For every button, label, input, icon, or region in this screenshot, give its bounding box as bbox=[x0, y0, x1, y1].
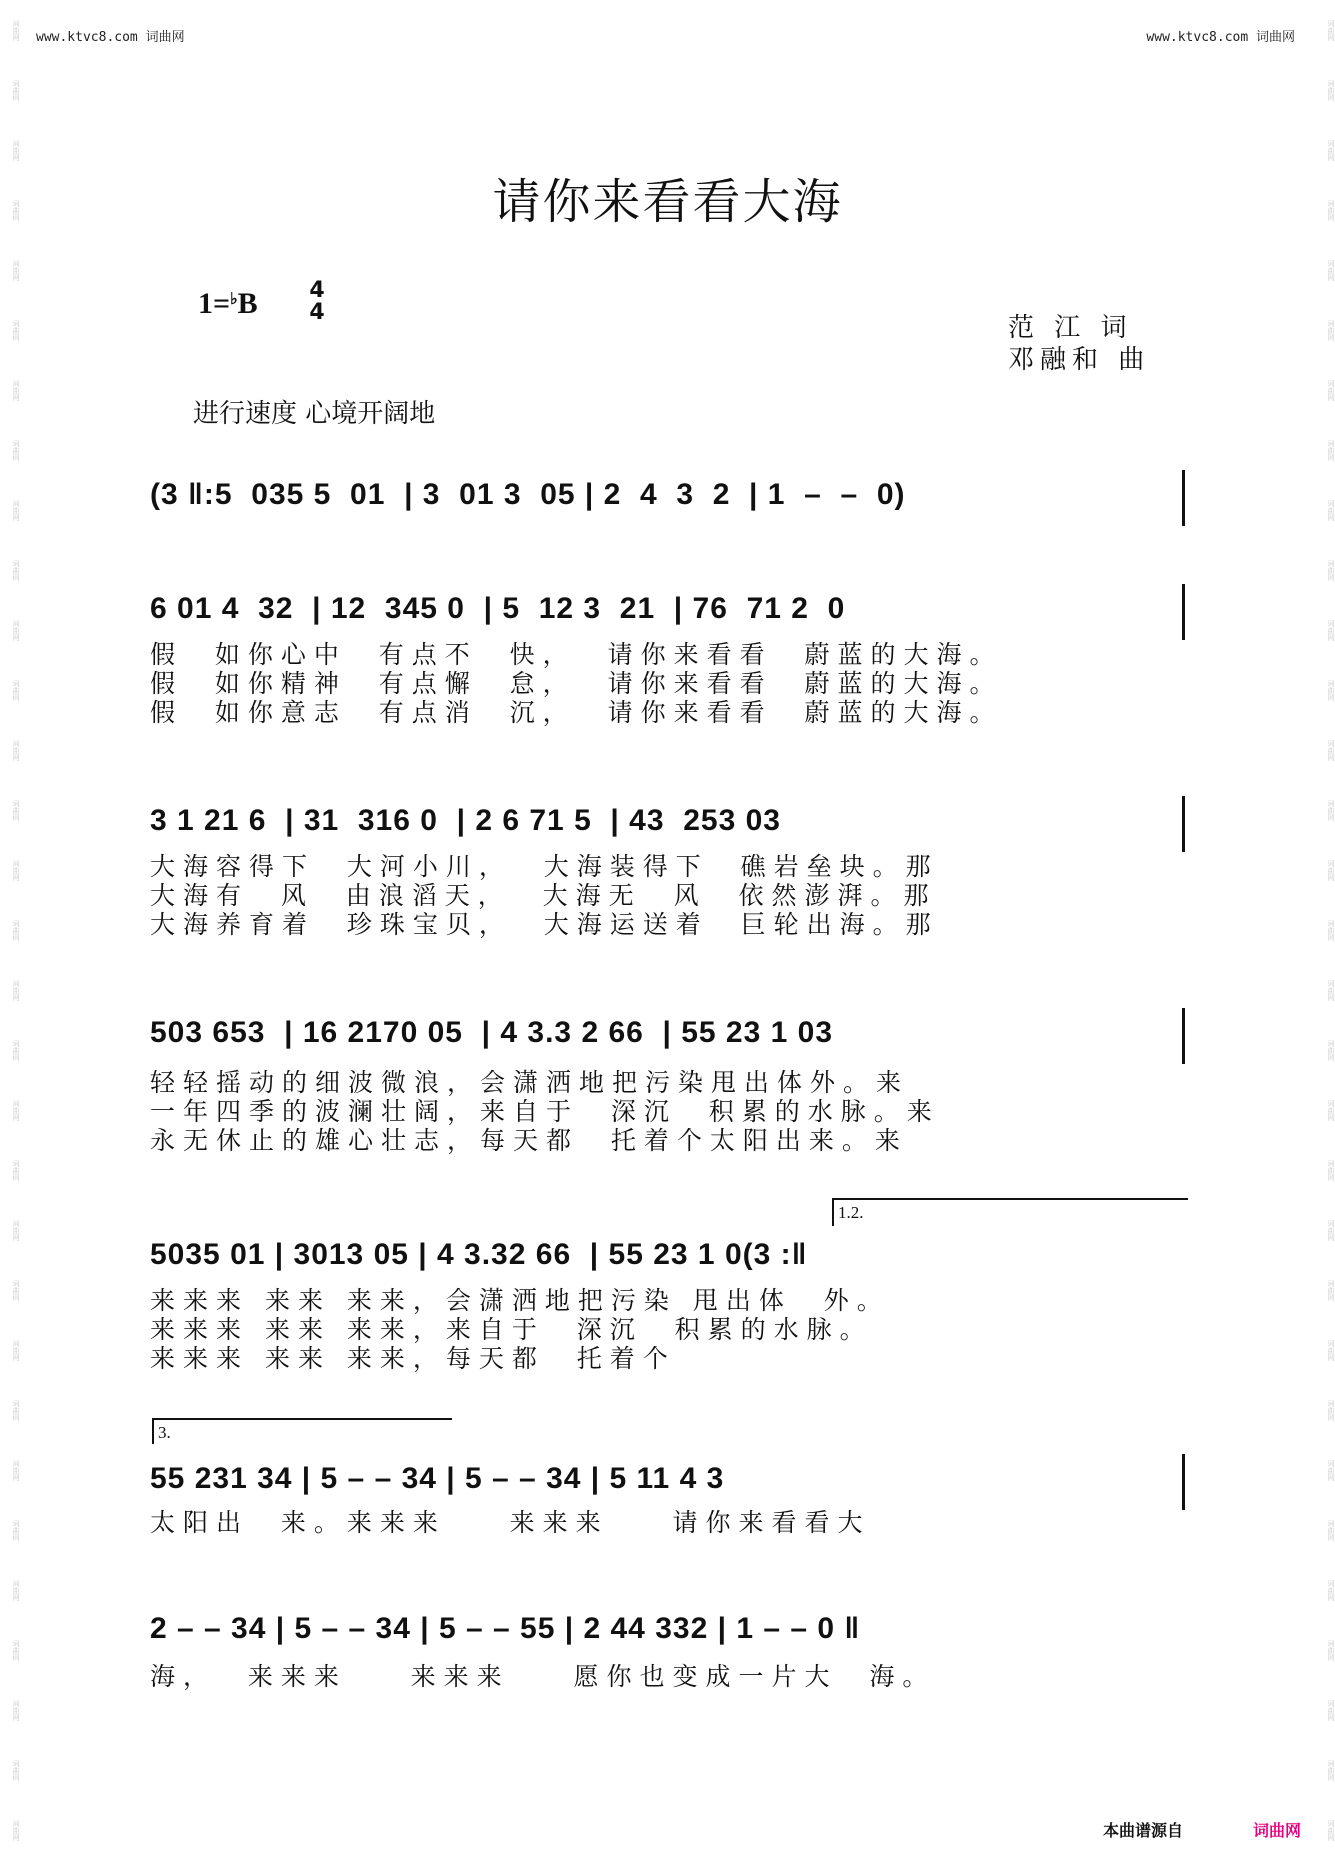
watermark-mark: 词曲网 bbox=[12, 1699, 20, 1721]
watermark-mark: 词曲网 bbox=[1327, 1219, 1335, 1241]
watermark-mark: 词曲网 bbox=[12, 1399, 20, 1421]
watermark-mark: 词曲网 bbox=[1327, 1519, 1335, 1541]
notation-line: 6 01 4 32 | 12 345 0 | 5 12 3 21 | 76 71 2 0 bbox=[150, 592, 864, 625]
watermark-strip-right bbox=[1315, 0, 1335, 1863]
lyric-verse-1: 轻轻摇动的细波微浪，会潇洒地把污染甩出体外。来 bbox=[150, 1068, 910, 1097]
watermark-mark: 词曲网 bbox=[1327, 379, 1335, 401]
watermark-mark: 词曲网 bbox=[1327, 19, 1335, 41]
watermark-mark: 词曲网 bbox=[12, 379, 20, 401]
watermark-mark: 词曲网 bbox=[12, 1219, 20, 1241]
lyric-verse-2: 大海有 风 由浪滔天， 大海无 风 依然澎湃。那 bbox=[150, 881, 937, 910]
watermark-mark: 词曲网 bbox=[12, 1819, 20, 1841]
barline bbox=[1182, 584, 1185, 640]
watermark-mark: 词曲网 bbox=[1327, 859, 1335, 881]
watermark-mark: 词曲网 bbox=[12, 1159, 20, 1181]
watermark-mark: 词曲网 bbox=[1327, 1579, 1335, 1601]
notation-line: 55 231 34 | 5 – – 34 | 5 – – 34 | 5 11 4 3 bbox=[150, 1462, 743, 1495]
time-signature-top: 4 bbox=[309, 278, 325, 303]
watermark-mark: 词曲网 bbox=[1327, 1699, 1335, 1721]
lyric-verse-3: 永无休止的雄心壮志，每天都 托着个太阳出来。来 bbox=[150, 1126, 908, 1155]
time-signature bbox=[306, 280, 328, 324]
watermark-mark: 词曲网 bbox=[1327, 319, 1335, 341]
watermark-mark: 词曲网 bbox=[12, 799, 20, 821]
watermark-mark: 词曲网 bbox=[12, 1339, 20, 1361]
lyric-line: 太阳出 来。来来来 来来来 请你来看看大 bbox=[150, 1508, 871, 1537]
barline bbox=[1182, 470, 1185, 526]
watermark-mark: 词曲网 bbox=[12, 499, 20, 521]
watermark-mark: 词曲网 bbox=[12, 1039, 20, 1061]
tempo-marking: 进行速度 心境开阔地 bbox=[193, 399, 436, 429]
flat-symbol: ♭ bbox=[230, 291, 238, 308]
watermark-mark: 词曲网 bbox=[1327, 1459, 1335, 1481]
time-signature-bottom: 4 bbox=[309, 300, 325, 325]
watermark-mark: 词曲网 bbox=[12, 619, 20, 641]
watermark-mark: 词曲网 bbox=[1327, 739, 1335, 761]
watermark-mark: 词曲网 bbox=[12, 19, 20, 41]
watermark-mark: 词曲网 bbox=[12, 1579, 20, 1601]
watermark-mark: 词曲网 bbox=[1327, 79, 1335, 101]
lyric-verse-2: 假 如你精神 有点懈 怠， 请你来看看 蔚蓝的大海。 bbox=[150, 669, 1003, 698]
watermark-mark: 词曲网 bbox=[1327, 1339, 1335, 1361]
watermark-mark: 词曲网 bbox=[12, 319, 20, 341]
watermark-mark: 词曲网 bbox=[12, 1099, 20, 1121]
lyric-line: 海， 来来来 来来来 愿你也变成一片大 海。 bbox=[150, 1662, 936, 1691]
watermark-mark: 词曲网 bbox=[12, 559, 20, 581]
watermark-mark: 词曲网 bbox=[12, 199, 20, 221]
volta-bracket-3: 3. bbox=[152, 1418, 452, 1444]
notation-line: 2 – – 34 | 5 – – 34 | 5 – – 55 | 2 44 332 | 1 – – 0 ‖ bbox=[150, 1612, 861, 1645]
lyric-verse-3: 假 如你意志 有点消 沉， 请你来看看 蔚蓝的大海。 bbox=[150, 698, 1003, 727]
watermark-mark: 词曲网 bbox=[1327, 1279, 1335, 1301]
watermark-mark: 词曲网 bbox=[1327, 439, 1335, 461]
watermark-mark: 词曲网 bbox=[1327, 979, 1335, 1001]
watermark-mark: 词曲网 bbox=[1327, 499, 1335, 521]
key-prefix: 1= bbox=[198, 287, 231, 320]
watermark-mark: 词曲网 bbox=[1327, 1099, 1335, 1121]
site-header-left: www.ktvc8.com 词曲网 bbox=[36, 30, 185, 45]
watermark-mark: 词曲网 bbox=[12, 859, 20, 881]
notation-line: (3 ‖:5 035 5 01 | 3 01 3 05 | 2 4 3 2 | 1 – – 0) bbox=[150, 478, 925, 511]
watermark-mark: 词曲网 bbox=[1327, 1819, 1335, 1841]
composer: 邓融和 曲 bbox=[1008, 345, 1151, 375]
barline bbox=[1182, 796, 1185, 852]
watermark-mark: 词曲网 bbox=[12, 1639, 20, 1661]
watermark-mark: 词曲网 bbox=[1327, 1039, 1335, 1061]
lyric-verse-2: 一年四季的波澜壮阔，来自于 深沉 积累的水脉。来 bbox=[150, 1097, 940, 1126]
watermark-mark: 词曲网 bbox=[1327, 559, 1335, 581]
watermark-mark: 词曲网 bbox=[1327, 919, 1335, 941]
watermark-mark: 词曲网 bbox=[12, 1759, 20, 1781]
watermark-mark: 词曲网 bbox=[1327, 799, 1335, 821]
lyric-verse-3: 来来来 来来 来来，每天都 托着个 bbox=[150, 1344, 676, 1373]
watermark-mark: 词曲网 bbox=[1327, 679, 1335, 701]
source-site-link[interactable]: 词曲网 bbox=[1253, 1821, 1302, 1840]
watermark-mark: 词曲网 bbox=[1327, 199, 1335, 221]
barline bbox=[1182, 1008, 1185, 1064]
lyric-verse-3: 大海养育着 珍珠宝贝， 大海运送着 巨轮出海。那 bbox=[150, 910, 939, 939]
watermark-mark: 词曲网 bbox=[12, 679, 20, 701]
watermark-mark: 词曲网 bbox=[1327, 1759, 1335, 1781]
lyric-verse-1: 假 如你心中 有点不 快， 请你来看看 蔚蓝的大海。 bbox=[150, 640, 1003, 669]
watermark-mark: 词曲网 bbox=[12, 79, 20, 101]
volta-bracket-1-2: 1.2. bbox=[832, 1198, 1188, 1226]
watermark-mark: 词曲网 bbox=[12, 739, 20, 761]
key-note: B bbox=[237, 287, 258, 320]
notation-line: 3 1 21 6 | 31 316 0 | 2 6 71 5 | 43 253 03 bbox=[150, 804, 800, 837]
watermark-mark: 词曲网 bbox=[12, 1519, 20, 1541]
barline bbox=[1182, 1454, 1185, 1510]
watermark-mark: 词曲网 bbox=[12, 439, 20, 461]
site-header-right: www.ktvc8.com 词曲网 bbox=[1146, 30, 1295, 45]
watermark-mark: 词曲网 bbox=[1327, 1399, 1335, 1421]
watermark-mark: 词曲网 bbox=[12, 1459, 20, 1481]
watermark-mark: 词曲网 bbox=[1327, 139, 1335, 161]
watermark-strip-left bbox=[0, 0, 20, 1863]
watermark-mark: 词曲网 bbox=[1327, 1159, 1335, 1181]
lyric-verse-1: 来来来 来来 来来，会潇洒地把污染 甩出体 外。 bbox=[150, 1286, 890, 1315]
watermark-mark: 词曲网 bbox=[12, 139, 20, 161]
watermark-mark: 词曲网 bbox=[12, 919, 20, 941]
notation-line: 5035 01 | 3013 05 | 4 3.32 66 | 55 23 1 0(3 :‖ bbox=[150, 1238, 808, 1271]
watermark-mark: 词曲网 bbox=[1327, 259, 1335, 281]
lyricist: 范 江 词 bbox=[1008, 313, 1133, 343]
watermark-mark: 词曲网 bbox=[12, 979, 20, 1001]
watermark-mark: 词曲网 bbox=[12, 1279, 20, 1301]
notation-line: 503 653 | 16 2170 05 | 4 3.3 2 66 | 55 23 1 03 bbox=[150, 1016, 852, 1049]
watermark-mark: 词曲网 bbox=[1327, 1639, 1335, 1661]
source-label: 本曲谱源自 bbox=[1103, 1821, 1184, 1840]
song-title: 请你来看看大海 bbox=[492, 174, 843, 230]
watermark-mark: 词曲网 bbox=[1327, 619, 1335, 641]
key-signature bbox=[198, 287, 258, 321]
credits bbox=[1008, 312, 1150, 376]
lyric-verse-1: 大海容得下 大河小川， 大海装得下 礁岩垒块。那 bbox=[150, 852, 939, 881]
watermark-mark: 词曲网 bbox=[12, 259, 20, 281]
lyric-verse-2: 来来来 来来 来来，来自于 深沉 积累的水脉。 bbox=[150, 1315, 873, 1344]
